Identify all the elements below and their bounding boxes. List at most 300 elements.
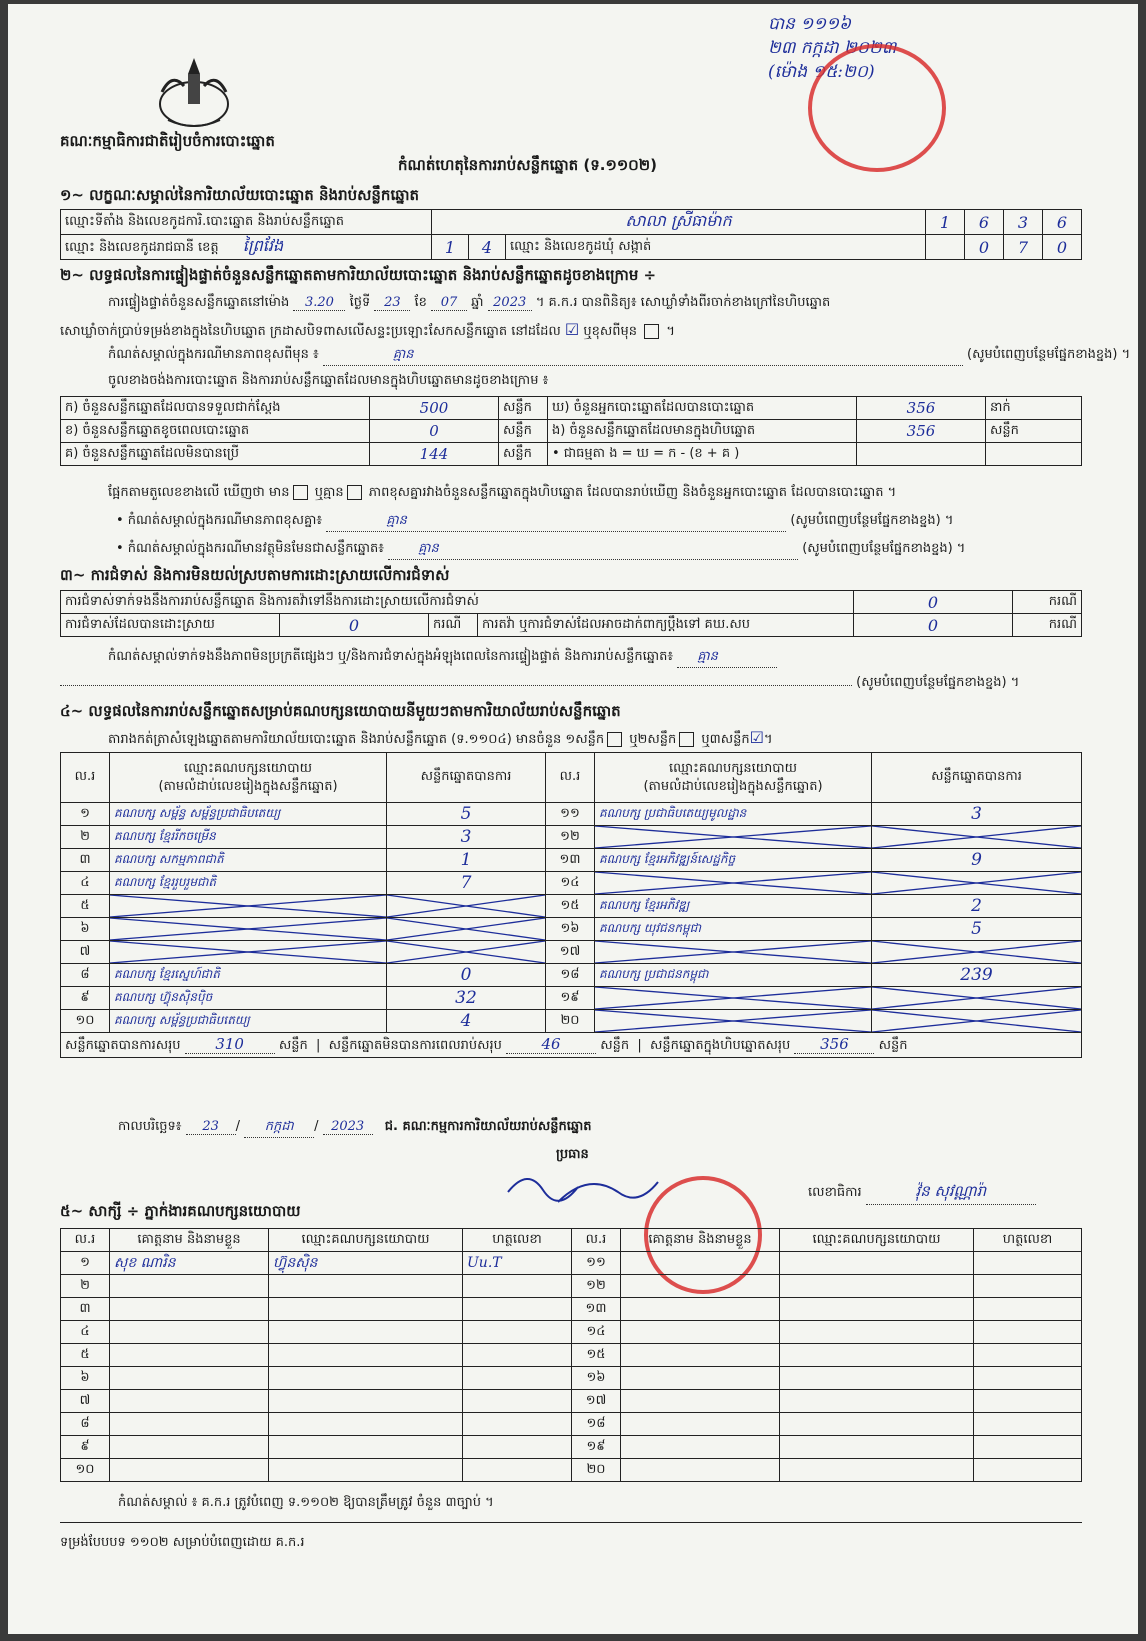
col-no-header: ល.រ: [61, 753, 110, 803]
witness-party: [780, 1321, 974, 1344]
party-result-row: [61, 918, 1082, 941]
date-year: 2023: [323, 1119, 373, 1135]
date-day: 23: [186, 1119, 236, 1135]
commune-label: ឈ្មោះ និងលេខកូដឃុំ សង្កាត់: [506, 235, 926, 260]
witness-party: [780, 1413, 974, 1436]
month-label: ខែ: [414, 295, 427, 310]
witness-number: ៥: [61, 1344, 110, 1367]
witness-name: [621, 1321, 780, 1344]
party-name: គណបក្ស ហ៊្វុនស៊ិនប៉ិច: [110, 987, 387, 1010]
witness-number: ៦: [61, 1367, 110, 1390]
verification-year: 2023: [488, 295, 532, 311]
witness-party: [269, 1298, 463, 1321]
party-votes: 4: [387, 1010, 546, 1033]
note3-line: [116, 540, 965, 560]
date-line: កាលបរិច្ឆេទ៖ 23 / កក្កដា / 2023 ជ. គណៈកម្មការការិយាល័យរាប់សន្លឹកឆ្នោត: [118, 1118, 592, 1138]
witness-party: [269, 1367, 463, 1390]
witness-name: [621, 1436, 780, 1459]
chair-label: ប្រធាន: [556, 1147, 589, 1162]
witness-number: ១: [61, 1252, 110, 1275]
commune-code-digit: 7: [1004, 235, 1043, 260]
strike-through-mark: [110, 941, 386, 963]
col-party-header: ឈ្មោះគណបក្សនយោបាយ (តាមលំដាប់លេខរៀងក្នុងសន្លឹកឆ្នោត): [110, 753, 387, 803]
unit-label: សន្លឹក: [278, 1037, 308, 1053]
witness-name: [110, 1275, 269, 1298]
witness-party: [269, 1344, 463, 1367]
no-difference-checkbox[interactable]: [347, 485, 362, 500]
witness-signature: [974, 1367, 1082, 1390]
handwritten-receipt-note: បាន ១១១៦ ២៣ កក្កដា ២០២៣ (ម៉ោង ១៥:២០): [768, 14, 897, 82]
secretary-name: វ៉ុន សុវណ្ណារ៉ា: [866, 1182, 1036, 1205]
witness-party: [780, 1459, 974, 1482]
witness-row: [61, 1390, 1082, 1413]
party-row-number: ៥: [61, 895, 110, 918]
party-row-number: ៣: [61, 849, 110, 872]
witness-name: [621, 1367, 780, 1390]
witness-number: ១៩: [572, 1436, 621, 1459]
party-name: [595, 872, 872, 895]
party-name: គណបក្ស ប្រជាជនកម្ពុជា: [595, 964, 872, 987]
committee-signatures-label: ជ. គណៈកម្មការការិយាល័យរាប់សន្លឹកឆ្នោត: [384, 1119, 592, 1134]
party-name: [110, 918, 387, 941]
strike-through-mark: [595, 987, 871, 1009]
verification-time-line: [108, 294, 830, 313]
witness-party: [269, 1275, 463, 1298]
party-votes: 0: [387, 964, 546, 987]
witness-signature: [974, 1344, 1082, 1367]
station-name-label: ឈ្មោះទីតាំង និងលេខកូដការិ.បោះឆ្នោត និងរាប់សន្លឹកឆ្នោត: [61, 210, 432, 235]
witness-number: ១២: [572, 1275, 621, 1298]
document-title: កំណត់ហេតុនៃការរាប់សន្លឹកឆ្នោត (ទ.១១០២): [398, 156, 658, 174]
ballot-count-label: • ជាធម្មតា ង = ឃ = ក - (ខ + គ ): [548, 443, 857, 466]
witness-signature: [463, 1436, 572, 1459]
station-code-digit: 6: [1043, 210, 1082, 235]
witness-signature: [463, 1275, 572, 1298]
party-result-row: [61, 964, 1082, 987]
section5-heading: ៥~ សាក្សី ÷ ភ្នាក់ងារគណបក្សនយោបាយ: [60, 1202, 301, 1220]
party-name: គណបក្ស ខ្មែរអភិវឌ្ឍន៍សេដ្ឋកិច្ច: [595, 849, 872, 872]
witness-number: ៩: [61, 1436, 110, 1459]
party-row-number: ១៤: [546, 872, 595, 895]
witness-number: ៧: [61, 1390, 110, 1413]
witness-party: [269, 1459, 463, 1482]
witness-row: [61, 1344, 1082, 1367]
secretary-line: [808, 1182, 1036, 1205]
ballot-count-value: 0: [370, 420, 499, 443]
witness-party: [269, 1321, 463, 1344]
appeal-value: 0: [854, 614, 1013, 637]
party-result-row: [61, 895, 1082, 918]
unchanged-checkbox[interactable]: ☑: [564, 320, 580, 339]
unit-label: សន្លឹក: [600, 1037, 630, 1053]
unit-label: ករណី: [1013, 614, 1082, 637]
strike-through-mark: [595, 941, 871, 963]
col-no-header: ល.រ: [546, 753, 595, 803]
difference-label: ផ្អែកតាមតួលេខខាងលើ ឃើញថា មាន: [108, 485, 290, 500]
document-page: [8, 4, 1138, 1634]
date-month: កក្កដា: [244, 1118, 314, 1138]
party-votes: 1: [387, 849, 546, 872]
party-votes: 32: [387, 987, 546, 1010]
form-footer-note: ទម្រង់បែបបទ ១១០២ សម្រាប់បំពេញដោយ គ.ក.រ: [60, 1535, 305, 1550]
witness-name: [110, 1390, 269, 1413]
witness-number: ១៥: [572, 1344, 621, 1367]
strike-through-mark: [872, 826, 1081, 848]
unit-label: សន្លឹក: [499, 420, 548, 443]
witness-party: [269, 1436, 463, 1459]
date-label: កាលបរិច្ឆេទ៖: [118, 1119, 182, 1134]
total-valid-label: សន្លឹកឆ្នោតបានការសរុប: [65, 1037, 181, 1053]
witness-col-sign: ហត្ថលេខា: [463, 1229, 572, 1252]
witness-row: [61, 1275, 1082, 1298]
strike-through-mark: [872, 987, 1081, 1009]
strike-through-mark: [595, 826, 871, 848]
ballot-count-value: 144: [370, 443, 499, 466]
party-result-row: [61, 941, 1082, 964]
party-name: គណបក្ស ខ្មែររីកចម្រើន: [110, 826, 387, 849]
col-votes-header: សន្លឹកឆ្នោតបានការ: [387, 753, 546, 803]
witness-name: [621, 1275, 780, 1298]
witness-number: ២: [61, 1275, 110, 1298]
witness-party: [780, 1252, 974, 1275]
witness-signature: [974, 1252, 1082, 1275]
strike-through-mark: [387, 895, 545, 917]
party-votes: 2: [872, 895, 1082, 918]
station-code-digit: 1: [926, 210, 965, 235]
witness-party: [780, 1390, 974, 1413]
verification-text: ។ គ.ក.រ បានពិនិត្យ៖ សោឃ្លាំទាំងពីរចាក់ខាងក្រៅនៃហិបឆ្នោត: [535, 295, 831, 310]
party-row-number: ១២: [546, 826, 595, 849]
party-name: [595, 987, 872, 1010]
verification-day: 23: [374, 295, 410, 311]
fill-hint: (សូមបំពេញបន្ថែមផ្នែកខាងខ្នង) ។: [856, 675, 1020, 690]
three-sheets-checkbox[interactable]: ☑: [749, 728, 765, 747]
witness-number: ១៦: [572, 1367, 621, 1390]
party-result-row: [61, 987, 1082, 1010]
party-votes: [872, 1010, 1082, 1033]
note2-line: [116, 512, 953, 532]
witness-col-sign: ហត្ថលេខា: [974, 1229, 1082, 1252]
committee-name: គណៈកម្មាធិការជាតិរៀបចំការបោះឆ្នោត: [60, 132, 275, 150]
resolved-label: ការជំទាស់ដែលបានដោះស្រាយ: [61, 614, 280, 637]
ballot-count-row: [61, 397, 1082, 420]
party-row-number: ៤: [61, 872, 110, 895]
witness-name: [110, 1367, 269, 1390]
total-box-value: 356: [794, 1035, 874, 1054]
note2-value: គ្មាន: [326, 512, 786, 532]
unit-label: សន្លឹក: [499, 443, 548, 466]
party-result-row: [61, 803, 1082, 826]
witness-signature: [974, 1436, 1082, 1459]
party-votes: [387, 895, 546, 918]
witness-row: [61, 1252, 1082, 1275]
witness-signature: [974, 1459, 1082, 1482]
one-sheet-checkbox[interactable]: [607, 732, 622, 747]
ballot-count-table: [60, 396, 1082, 466]
ballot-count-label: ក) ចំនួនសន្លឹកឆ្នោតដែលបានទទួលជាក់ស្តែង: [61, 397, 370, 420]
party-votes: 3: [872, 803, 1082, 826]
total-box-label: សន្លឹកឆ្នោតក្នុងហិបឆ្នោតសរុប: [650, 1037, 791, 1053]
witness-party: [269, 1390, 463, 1413]
col-party-header: ឈ្មោះគណបក្សនយោបាយ (តាមលំដាប់លេខរៀងក្នុងសន្លឹកឆ្នោត): [595, 753, 872, 803]
witness-party: [780, 1298, 974, 1321]
party-result-row: [61, 1010, 1082, 1033]
witness-signature: [974, 1321, 1082, 1344]
verification-month: 07: [431, 295, 467, 311]
party-name: គណបក្ស ខ្មែររួបរួមជាតិ: [110, 872, 387, 895]
unit-label: ករណី: [1013, 591, 1082, 614]
province-value: ព្រៃវែង: [242, 236, 284, 255]
party-row-number: ៨: [61, 964, 110, 987]
party-row-number: ៧: [61, 941, 110, 964]
witness-number: ៣: [61, 1298, 110, 1321]
footnote: កំណត់សម្គាល់ ៖ គ.ក.រ ត្រូវបំពេញ ទ.១១០២ ឱ្យបានត្រឹមត្រូវ ចំនួន ៣ច្បាប់ ។: [118, 1495, 494, 1510]
party-votes: 5: [387, 803, 546, 826]
province-label: ឈ្មោះ និងលេខកូដរាជធានី ខេត្ត: [65, 240, 219, 255]
unit-label: [986, 443, 1082, 466]
party-row-number: ១១: [546, 803, 595, 826]
strike-through-mark: [387, 918, 545, 940]
witness-row: [61, 1367, 1082, 1390]
witness-signature: [974, 1298, 1082, 1321]
witness-row: [61, 1413, 1082, 1436]
party-name: គណបក្ស យុវជនកម្ពុជា: [595, 918, 872, 941]
note1-label: កំណត់សម្គាល់ក្នុងករណីមានភាពខុសពីមុន ៖: [108, 347, 319, 362]
tally-intro: តារាងកត់ត្រាសំឡេងឆ្នោតតាមការិយាល័យបោះឆ្នោត និងរាប់សន្លឹកឆ្នោត (ទ.១១០៤) មានចំនួន ១សន្លឹក: [108, 732, 605, 747]
witness-signature: [463, 1390, 572, 1413]
appeal-label: ការតវ៉ា ឬការជំទាស់ដែលអាចដាក់ពាក្យប្តឹងទៅ គឃ.សប: [478, 614, 854, 637]
party-row-number: ១៩: [546, 987, 595, 1010]
party-name: គណបក្ស សម្ព័ន្ធ សម្ព័ន្ធប្រជាធិបតេយ្យ: [110, 803, 387, 826]
party-votes: 5: [872, 918, 1082, 941]
witness-party: [780, 1367, 974, 1390]
witness-signature: [463, 1459, 572, 1482]
witness-number: ៤: [61, 1321, 110, 1344]
strike-through-mark: [595, 872, 871, 894]
witness-number: ១៨: [572, 1413, 621, 1436]
unit-label: សន្លឹក: [499, 397, 548, 420]
ballot-count-row: [61, 443, 1082, 466]
party-votes: [872, 872, 1082, 895]
witness-name: [621, 1252, 780, 1275]
party-name: គណបក្ស សកម្មភាពជាតិ: [110, 849, 387, 872]
witness-row: [61, 1321, 1082, 1344]
witness-party: [269, 1413, 463, 1436]
witness-signature: Uu.T: [463, 1252, 572, 1275]
party-row-number: ២០: [546, 1010, 595, 1033]
party-name: [110, 895, 387, 918]
witness-row: [61, 1436, 1082, 1459]
irregularity-note-value: គ្មាន: [677, 648, 777, 668]
party-row-number: ១: [61, 803, 110, 826]
witness-col-name: គោត្តនាម និងនាមខ្លួន: [621, 1229, 780, 1252]
witness-signature: [463, 1321, 572, 1344]
witness-party: [780, 1436, 974, 1459]
witness-name: [110, 1436, 269, 1459]
witness-name: [110, 1413, 269, 1436]
witness-col-party: ឈ្មោះគណបក្សនយោបាយ: [780, 1229, 974, 1252]
section1-heading: ១~ លក្ខណៈសម្គាល់នៃការិយាល័យបោះឆ្នោត និងរាប់សន្លឹកឆ្នោត: [60, 186, 420, 204]
party-results-table: [60, 752, 1082, 1058]
witness-col-no: ល.រ: [572, 1229, 621, 1252]
witness-signature: [974, 1413, 1082, 1436]
party-name: គណបក្ស ខ្មែរអភិវឌ្ឍ: [595, 895, 872, 918]
fill-hint: (សូមបំពេញបន្ថែមផ្នែកខាងខ្នង) ។: [802, 541, 966, 556]
witness-party: [780, 1344, 974, 1367]
note3-value: គ្មាន: [388, 540, 798, 560]
resolved-value: 0: [280, 614, 429, 637]
unit-label: នាក់: [986, 397, 1082, 420]
witness-number: ២០: [572, 1459, 621, 1482]
party-votes: [387, 941, 546, 964]
section2-heading: ២~ លទ្ធផលនៃការផ្ទៀងផ្ទាត់ចំនួនសន្លឹកឆ្នោតតាមការិយាល័យបោះឆ្នោត និងរាប់សន្លឹកឆ្នោតដូចខាងក្រោម ÷: [60, 266, 657, 284]
col-votes-header: សន្លឹកឆ្នោតបានការ: [872, 753, 1082, 803]
complaint-row1-label: ការជំទាស់ទាក់ទងនឹងការរាប់សន្លឹកឆ្នោត និងការតវ៉ាទៅនឹងការដោះស្រាយលើការជំទាស់: [61, 591, 854, 614]
witness-signature: [974, 1390, 1082, 1413]
witness-party: ហ៊្វុនស៊ិន: [269, 1252, 463, 1275]
witness-name: [621, 1390, 780, 1413]
footer-divider: [60, 1522, 1082, 1523]
section3-heading: ៣~ ការជំទាស់ និងការមិនយល់ស្របតាមការដោះស្រាយលើការជំទាស់: [60, 566, 450, 584]
witness-name: [110, 1459, 269, 1482]
witness-col-name: គោត្តនាម និងនាមខ្លួន: [110, 1229, 269, 1252]
party-name: [595, 941, 872, 964]
note2-label: • កំណត់សម្គាល់ក្នុងករណីមានភាពខុសគ្នា៖: [116, 513, 323, 528]
tally-sheet-line: តារាងកត់ត្រាសំឡេងឆ្នោតតាមការិយាល័យបោះឆ្នោត និងរាប់សន្លឹកឆ្នោត (ទ.១១០៤) មានចំនួន ១សន្លឹក ឬ២សន្លឹក ឬ៣សន្លឹក☑។: [108, 728, 773, 747]
party-row-number: ៦: [61, 918, 110, 941]
note1-line: [108, 346, 1131, 366]
province-code-digit: 4: [469, 235, 506, 260]
three-sheets-label: ឬ៣សន្លឹក: [701, 732, 750, 747]
note3-label: • កំណត់សម្គាល់ក្នុងករណីមានវត្ថុមិនមែនជាសន្លឹកឆ្នោត៖: [116, 541, 384, 556]
ballot-count-value: 500: [370, 397, 499, 420]
party-name: គណបក្ស ប្រជាធិបតេយ្យមូលដ្ឋាន: [595, 803, 872, 826]
party-row-number: ២: [61, 826, 110, 849]
party-row-number: ១៧: [546, 941, 595, 964]
changed-label: ឬខុសពីមុន: [583, 324, 638, 339]
ballot-count-row: [61, 420, 1082, 443]
seal-status-text: សោឃ្លាំចាក់ប្រាប់ទម្រង់ខាងក្នុងនៃហិបឆ្នោត ក្រដាសបិទពាសលើសន្ទះប្រឡោះសែកសន្លឹកឆ្នោត នៅដដែល: [60, 324, 561, 339]
unit-label: ករណី: [429, 614, 478, 637]
total-invalid-value: 46: [506, 1035, 596, 1054]
changed-checkbox[interactable]: [644, 324, 659, 339]
party-votes: [387, 918, 546, 941]
complaint-row1-value: 0: [854, 591, 1013, 614]
irregularity-note-line: [108, 648, 777, 668]
seal-status-line: សោឃ្លាំចាក់ប្រាប់ទម្រង់ខាងក្នុងនៃហិបឆ្នោត ក្រដាសបិទពាសលើសន្ទះប្រឡោះសែកសន្លឹកឆ្នោត នៅដដែល ☑ ឬខុសពីមុន ។: [60, 320, 675, 339]
strike-through-mark: [110, 918, 386, 940]
party-result-row: [61, 826, 1082, 849]
witness-col-no: ល.រ: [61, 1229, 110, 1252]
party-name: គណបក្ស សម្ព័ន្ធប្រជាធិបតេយ្យ: [110, 1010, 387, 1033]
party-votes: 7: [387, 872, 546, 895]
party-votes: 239: [872, 964, 1082, 987]
witness-signature: [974, 1275, 1082, 1298]
commune-code-digit: 0: [1043, 235, 1082, 260]
fill-hint: (សូមបំពេញបន្ថែមផ្នែកខាងខ្នង) ។: [790, 513, 954, 528]
verification-time: 3.20: [293, 295, 345, 311]
witness-row: [61, 1298, 1082, 1321]
ballot-count-value: 356: [857, 420, 986, 443]
ballot-count-label: ង) ចំនួនសន្លឹកឆ្នោតដែលមានក្នុងហិបឆ្នោត: [548, 420, 857, 443]
station-identity-table: [60, 209, 1082, 260]
verification-label: ការផ្ទៀងផ្ទាត់ចំនួនសន្លឹកឆ្នោតនៅម៉ោង: [108, 295, 290, 310]
witness-signature: [463, 1344, 572, 1367]
witness-signature: [463, 1413, 572, 1436]
witness-table: [60, 1228, 1082, 1482]
party-name: [595, 1010, 872, 1033]
witness-number: ១១: [572, 1252, 621, 1275]
two-sheets-checkbox[interactable]: [679, 732, 694, 747]
commune-code-digit: 0: [965, 235, 1004, 260]
day-label: ថ្ងៃទី: [349, 295, 371, 310]
party-row-number: ១៨: [546, 964, 595, 987]
witness-name: [110, 1344, 269, 1367]
strike-through-mark: [387, 941, 545, 963]
has-difference-checkbox[interactable]: [293, 485, 308, 500]
strike-through-mark: [872, 941, 1081, 963]
difference-line: [108, 484, 896, 503]
blank-line: [60, 685, 852, 686]
ballot-count-value: 356: [857, 397, 986, 420]
irregularity-note-label: កំណត់សម្គាល់ទាក់ទងនឹងភាពមិនប្រក្រតីផ្សេងៗ ឬ/និងការជំទាស់ក្នុងអំឡុងពេលនៃការផ្ទៀងផ្ទាត់ និងការរាប់សន្លឹកឆ្នោត៖: [108, 649, 674, 664]
witness-name: [110, 1321, 269, 1344]
irregularity-note-line2: [60, 674, 1082, 693]
strike-through-mark: [872, 1010, 1081, 1032]
official-stamp-top: [808, 44, 946, 172]
party-votes: [872, 941, 1082, 964]
party-row-number: ១៣: [546, 849, 595, 872]
fill-hint: (សូមបំពេញបន្ថែមផ្នែកខាងខ្នង) ។: [967, 347, 1131, 362]
witness-number: ១៤: [572, 1321, 621, 1344]
party-row-number: ៩: [61, 987, 110, 1010]
witness-party: [780, 1275, 974, 1298]
party-row-number: ១៥: [546, 895, 595, 918]
witness-number: ១០: [61, 1459, 110, 1482]
witness-number: ១៧: [572, 1390, 621, 1413]
witness-name: [621, 1459, 780, 1482]
witness-name: [110, 1298, 269, 1321]
ballot-count-label: គ) ចំនួនសន្លឹកឆ្នោតដែលមិនបានប្រើ: [61, 443, 370, 466]
station-code-digit: 6: [965, 210, 1004, 235]
witness-number: ១៣: [572, 1298, 621, 1321]
party-votes: 9: [872, 849, 1082, 872]
ballot-count-label: ខ) ចំនួនសន្លឹកឆ្នោតខូចពេលបោះឆ្នោត: [61, 420, 370, 443]
witness-name: [621, 1413, 780, 1436]
ballot-count-value: [857, 443, 986, 466]
unit-label: សន្លឹក: [878, 1037, 908, 1053]
party-result-row: [61, 872, 1082, 895]
party-name: គណបក្ស ខ្មែរស្នេហ៍ជាតិ: [110, 964, 387, 987]
royal-emblem-icon: [148, 52, 240, 132]
party-votes: 3: [387, 826, 546, 849]
strike-through-mark: [595, 1010, 871, 1032]
province-code-digit: 1: [432, 235, 469, 260]
witness-signature: [463, 1367, 572, 1390]
witness-name: [621, 1298, 780, 1321]
party-votes: [872, 987, 1082, 1010]
strike-through-mark: [872, 872, 1081, 894]
party-name: [110, 941, 387, 964]
witness-col-party: ឈ្មោះគណបក្សនយោបាយ: [269, 1229, 463, 1252]
no-difference-label: ឬគ្មាន: [314, 485, 344, 500]
total-valid-value: 310: [185, 1035, 275, 1054]
party-result-row: [61, 849, 1082, 872]
strike-through-mark: [110, 895, 386, 917]
secretary-label: លេខាធិការ: [808, 1185, 862, 1200]
party-row-number: ១០: [61, 1010, 110, 1033]
station-code-digit: 3: [1004, 210, 1043, 235]
